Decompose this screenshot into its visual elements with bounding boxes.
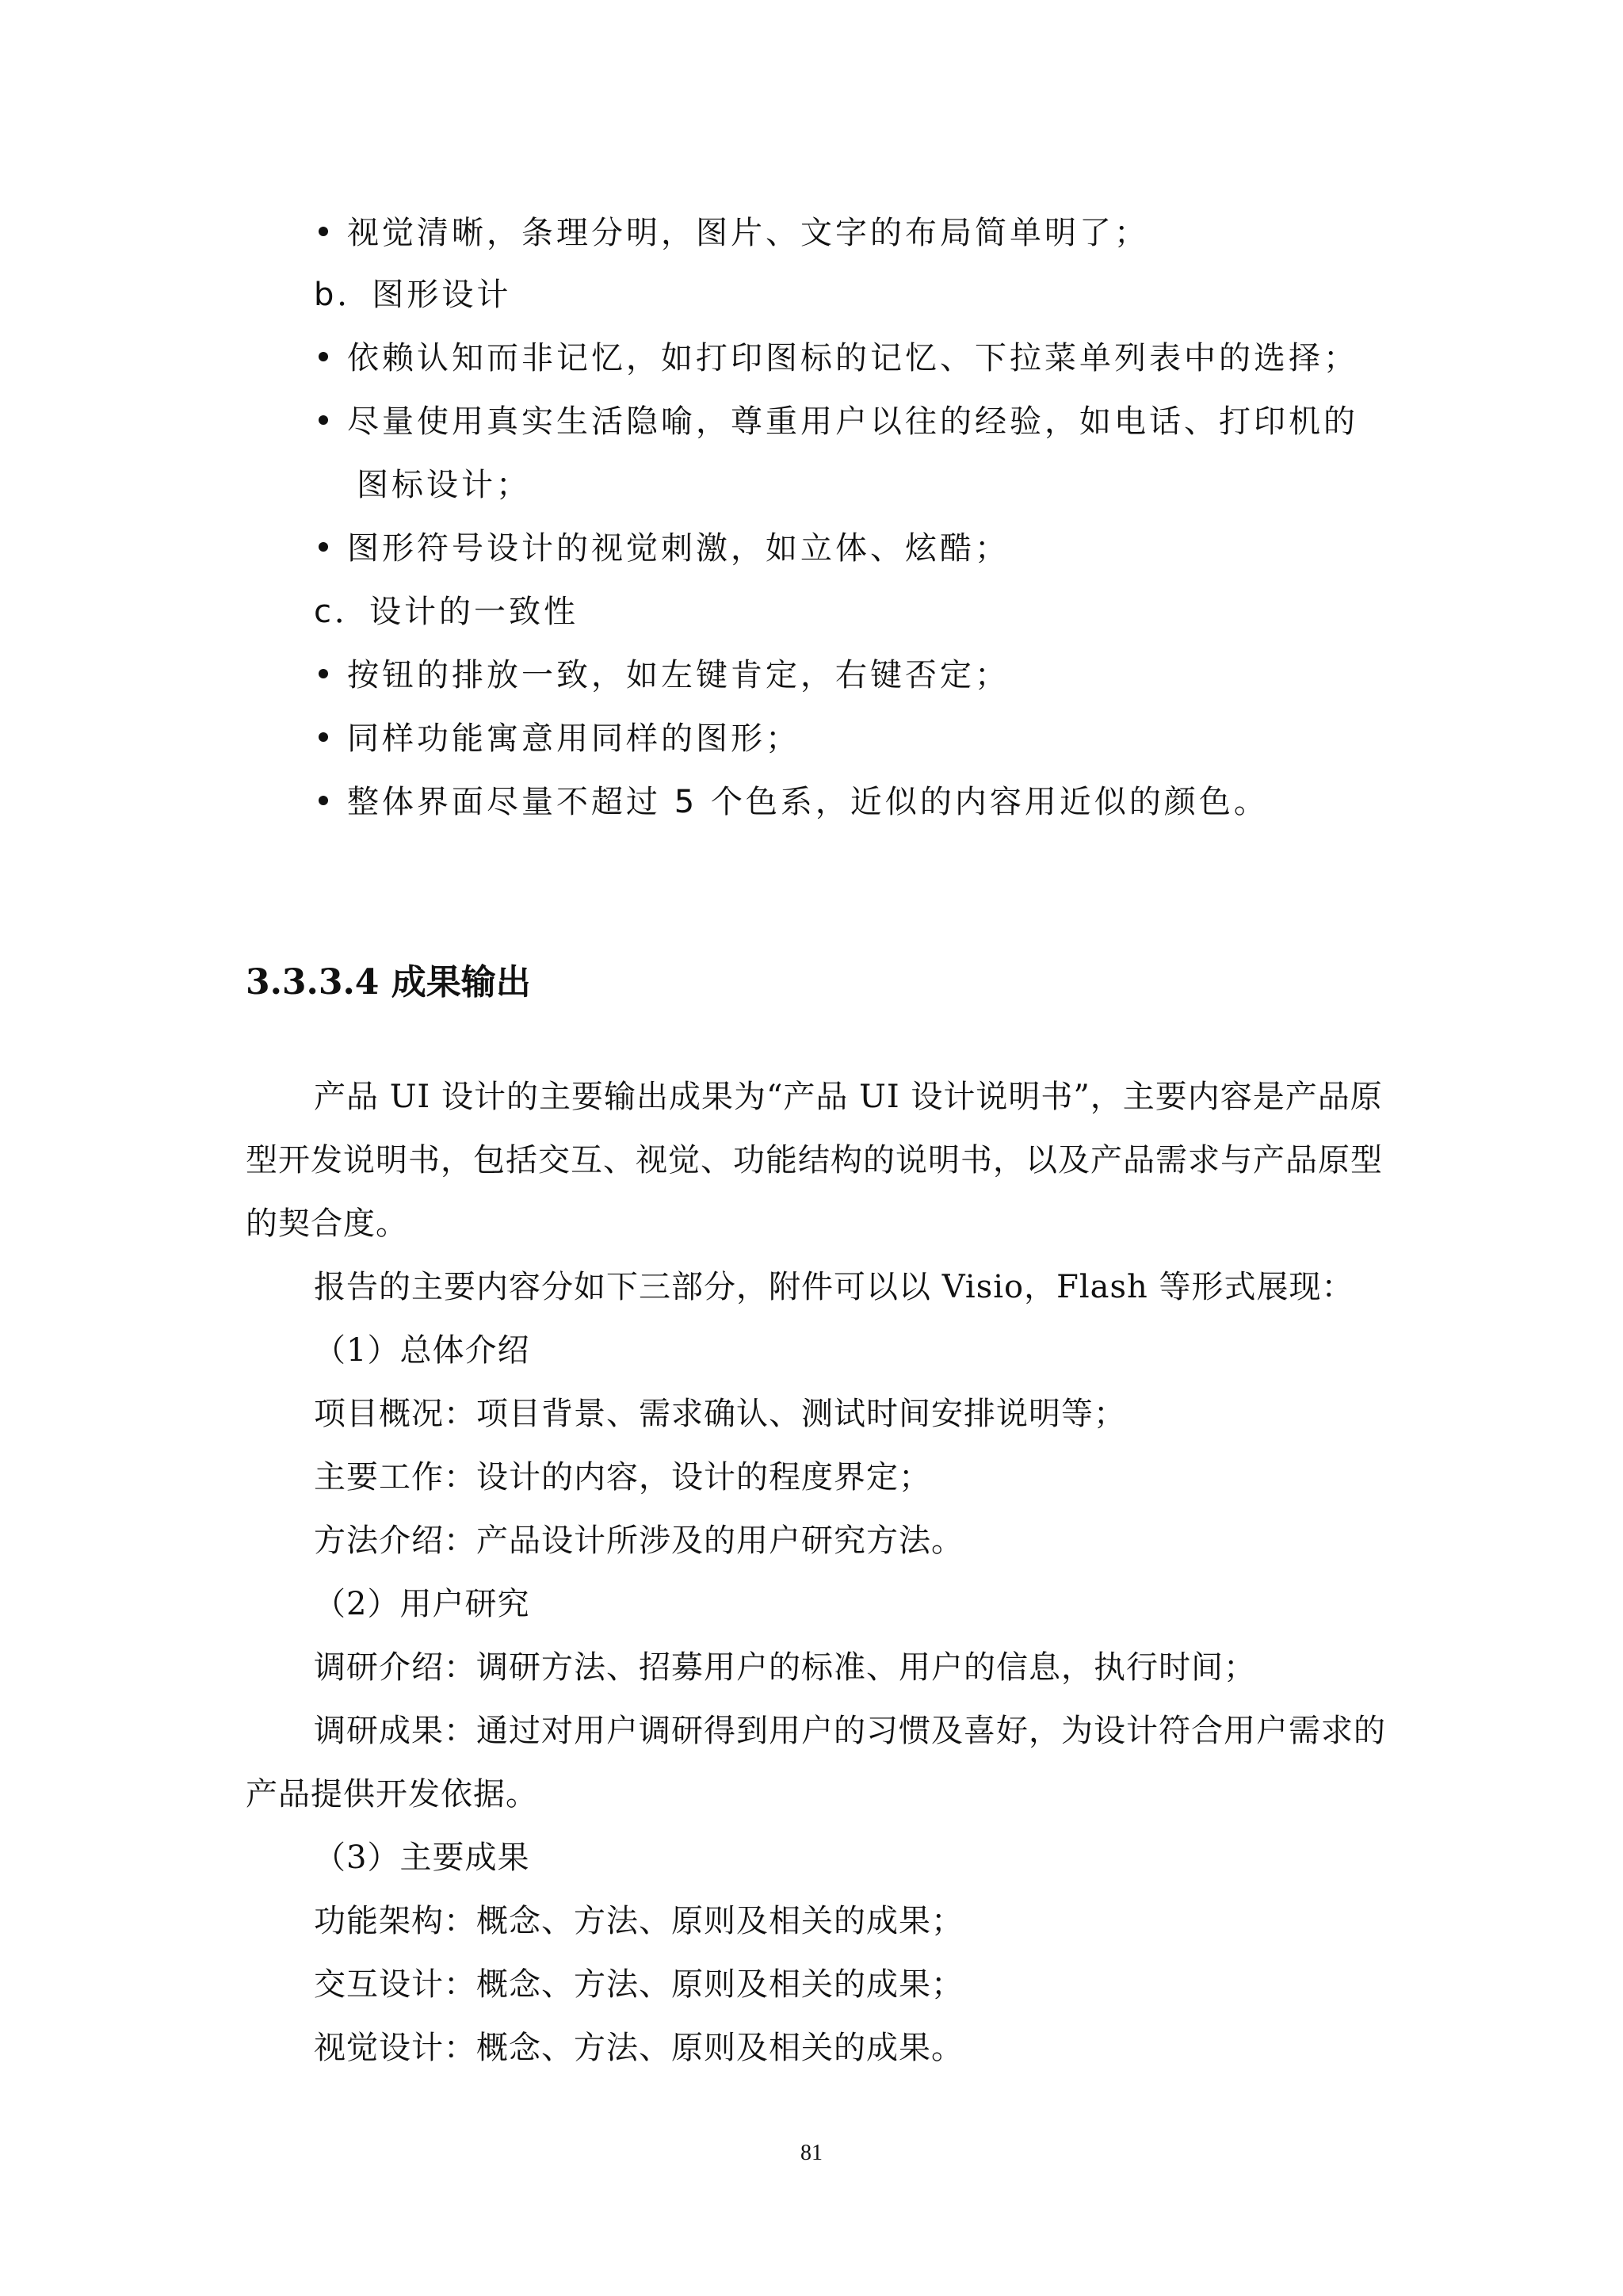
paragraph-line: 项目概况：项目背景、需求确认、测试时间安排说明等；	[314, 1396, 1126, 1432]
paragraph-line: 功能架构：概念、方法、原则及相关的成果；	[314, 1903, 964, 1939]
bullet-text: 尽量使用真实生活隐喻，尊重用户以往的经验，如电话、打印机的	[347, 403, 1358, 440]
bullet-item	[319, 655, 1010, 696]
paragraph-line: 的契合度。	[246, 1205, 408, 1242]
paragraph-line: 视觉设计：概念、方法、原则及相关的成果。	[314, 2030, 964, 2066]
bullet-item	[319, 528, 1010, 569]
subsection-label-c: c．设计的一致性	[314, 594, 579, 630]
bullet-item	[319, 212, 1149, 254]
part-title: （1）总体介绍	[314, 1332, 530, 1369]
paragraph-line: 调研成果：通过对用户调研得到用户的习惯及喜好，为设计符合用户需求的	[314, 1713, 1386, 1749]
paragraph-line: 交互设计：概念、方法、原则及相关的成果；	[314, 1966, 964, 2003]
bullet-dot	[319, 352, 328, 361]
bullet-item	[319, 338, 1358, 379]
bullet-item	[319, 718, 800, 759]
bullet-item	[319, 781, 1269, 823]
paragraph-line: 主要工作：设计的内容，设计的程度界定；	[314, 1459, 931, 1496]
paragraph-line: 报告的主要内容分如下三部分，附件可以以 Visio，Flash 等形式展现：	[314, 1269, 1354, 1305]
paragraph-line: 产品提供开发依据。	[246, 1776, 538, 1813]
bullet-text: 图形符号设计的视觉刺激，如立体、炫酷；	[347, 530, 1010, 567]
bullet-text-continuation: 图标设计；	[357, 467, 531, 503]
bullet-dot	[319, 669, 328, 678]
bullet-text: 整体界面尽量不超过 5 个色系，近似的内容用近似的颜色。	[347, 784, 1269, 820]
bullet-text: 视觉清晰，条理分明，图片、文字的布局简单明了；	[347, 215, 1149, 251]
bullet-dot	[319, 415, 328, 425]
bullet-item	[319, 401, 1358, 442]
paragraph-line: 产品 UI 设计的主要输出成果为“产品 UI 设计说明书”，主要内容是产品原	[314, 1079, 1383, 1115]
bullet-dot	[319, 732, 328, 742]
part-title: （3）主要成果	[314, 1839, 530, 1876]
subsection-label-b: b．图形设计	[314, 277, 512, 313]
bullet-dot	[319, 542, 328, 552]
paragraph-line: 方法介绍：产品设计所涉及的用户研究方法。	[314, 1522, 964, 1559]
page-number: 81	[800, 2141, 823, 2165]
bullet-dot	[319, 227, 328, 236]
bullet-dot	[319, 796, 328, 805]
section-heading: 3.3.3.4 成果输出	[246, 962, 531, 1003]
bullet-text: 依赖认知而非记忆，如打印图标的记忆、下拉菜单列表中的选择；	[347, 340, 1358, 376]
bullet-text: 同样功能寓意用同样的图形；	[347, 720, 800, 757]
part-title: （2）用户研究	[314, 1586, 530, 1622]
bullet-text: 按钮的排放一致，如左键肯定，右键否定；	[347, 657, 1010, 693]
paragraph-line: 调研介绍：调研方法、招募用户的标准、用户的信息，执行时间；	[314, 1649, 1256, 1686]
paragraph-line: 型开发说明书，包括交互、视觉、功能结构的说明书，以及产品需求与产品原型	[246, 1142, 1383, 1179]
